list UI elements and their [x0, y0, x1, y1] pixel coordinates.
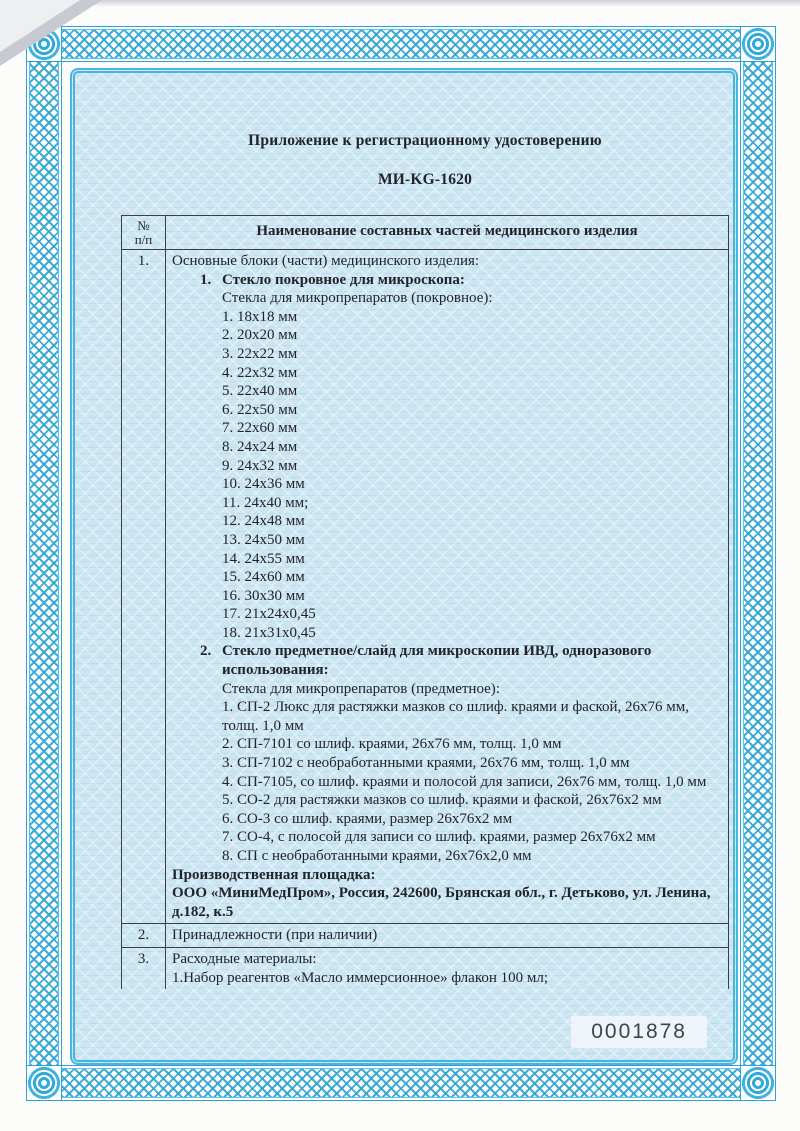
column-header-number-line1: № — [137, 218, 150, 233]
column-header-number-line2: п/п — [134, 232, 153, 247]
list-item: 4. 22х32 мм — [222, 364, 298, 381]
production-site — [172, 866, 722, 922]
list-item: 5. 22х40 мм — [222, 383, 298, 400]
slide-glass-list — [222, 698, 722, 865]
list-item: 13. 24х50 мм — [222, 531, 305, 548]
section-heading — [200, 642, 722, 679]
row-index: 3. — [122, 948, 166, 989]
consumables-item: 1.Набор реагентов «Масло иммерсионное» флакон 100 мл; — [172, 969, 549, 986]
list-item: 7. 22х60 мм — [222, 420, 298, 437]
section-heading-number: 1. — [200, 271, 212, 288]
section-subheading: Стекла для микропрепаратов (предметное): — [222, 680, 500, 697]
document-title: Приложение к регистрационному удостоверению — [248, 132, 602, 149]
serial-number: 0001878 — [571, 1016, 707, 1048]
consumables-label: Расходные материалы: — [172, 950, 317, 967]
section-heading-text: Стекло предметное/слайд для микроскопии ИВД, одноразового использования: — [222, 643, 652, 679]
list-item: 7. СО-4, с полосой для записи со шлиф. краями, размер 26х76х2 мм — [222, 829, 656, 846]
list-item: 2. СП-7101 со шлиф. краями, 26х76 мм, толщ. 1,0 мм — [222, 736, 562, 753]
ornamental-border-top — [26, 26, 776, 62]
table-row — [122, 947, 728, 989]
certificate-panel — [70, 68, 738, 1065]
ornamental-corner-rosette — [740, 26, 776, 62]
ornamental-corner-rosette — [740, 1065, 776, 1101]
table-header-row — [122, 216, 728, 249]
section-heading-number: 2. — [200, 643, 212, 660]
ornamental-border-left — [26, 26, 62, 1101]
column-header-name: Наименование составных частей медицинского изделия — [256, 223, 638, 239]
list-item: 10. 24х36 мм — [222, 476, 305, 493]
list-item: 1. СП-2 Люкс для растяжки мазков со шлиф. краями и фаской, 26х76 мм, толщ. 1,0 мм — [222, 699, 690, 734]
list-item: 8. 24х24 мм — [222, 438, 298, 455]
list-item: 9. 24х32 мм — [222, 457, 298, 474]
list-item: 2. 20х20 мм — [222, 327, 298, 344]
list-item: 6. СО-3 со шлиф. краями, размер 26х76х2 мм — [222, 810, 513, 827]
production-site-label: Производственная площадка: — [172, 866, 376, 883]
list-item: 3. 22х22 мм — [222, 345, 298, 362]
production-site-address: ООО «МиниМедПром», Россия, 242600, Брянская обл., г. Детьково, ул. Ленина, д.182, к.5 — [172, 885, 711, 920]
cover-glass-list — [222, 308, 722, 643]
list-item: 1. 18х18 мм — [222, 308, 298, 325]
document-number: МИ-KG-1620 — [377, 171, 473, 188]
column-header-number — [122, 216, 166, 249]
section-cover-glass — [172, 271, 722, 643]
row-content — [166, 250, 728, 923]
section-subheading: Стекла для микропрепаратов (покровное): — [222, 290, 493, 307]
list-item: 8. СП с необработанными краями, 26х76х2,0 мм — [222, 848, 532, 864]
list-item: 6. 22х50 мм — [222, 401, 298, 418]
list-item: 15. 24х60 мм — [222, 569, 305, 586]
list-item: 16. 30х30 мм — [222, 587, 305, 604]
list-item: 14. 24х55 мм — [222, 550, 305, 567]
section-heading-text: Стекло покровное для микроскопа: — [222, 271, 465, 288]
row1-intro: Основные блоки (части) медицинского изделия: — [172, 253, 480, 269]
row-index: 2. — [122, 924, 166, 947]
list-item: 12. 24х48 мм — [222, 513, 305, 530]
page-corner-fold — [0, 0, 102, 66]
row-content — [166, 948, 728, 989]
list-item: 17. 21х24х0,45 — [222, 606, 316, 623]
components-table — [121, 215, 729, 989]
list-item: 3. СП-7102 с необработанными краями, 26х76 мм, толщ. 1,0 мм — [222, 755, 630, 772]
row-index: 1. — [122, 250, 166, 923]
section-slide-glass — [172, 642, 722, 865]
section-heading — [200, 271, 722, 290]
ornamental-corner-rosette — [26, 1065, 62, 1101]
list-item: 18. 21х31х0,45 — [222, 624, 316, 641]
ornamental-border-right — [740, 26, 776, 1101]
row-content: Принадлежности (при наличии) — [172, 927, 378, 944]
list-item: 11. 24х40 мм; — [222, 494, 309, 511]
list-item: 5. СО-2 для растяжки мазков со шлиф. краями и фаской, 26х76х2 мм — [222, 792, 662, 809]
list-item: 4. СП-7105, со шлиф. краями и полосой для записи, 26х76 мм, толщ. 1,0 мм — [222, 773, 707, 790]
table-row — [122, 249, 728, 923]
table-row — [122, 923, 728, 947]
ornamental-border-bottom — [26, 1065, 776, 1101]
